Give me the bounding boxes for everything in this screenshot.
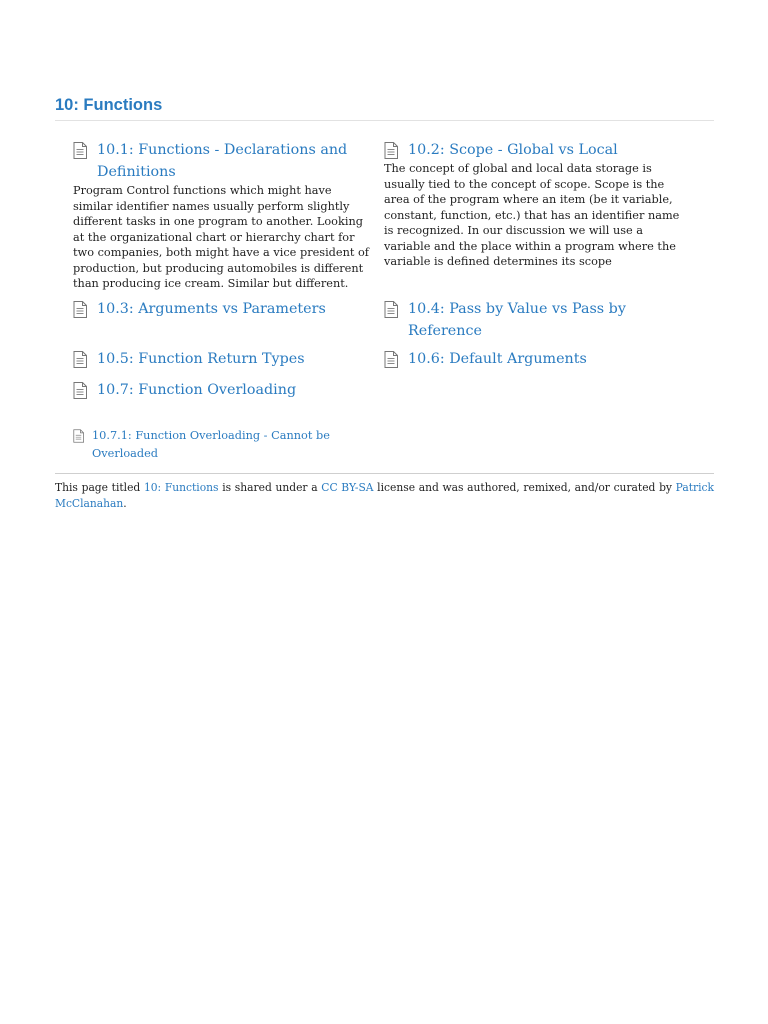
footer-text: . bbox=[123, 497, 127, 510]
listing-link-10-6[interactable]: 10.6: Default Arguments bbox=[408, 351, 587, 367]
listing-link-10-5[interactable]: 10.5: Function Return Types bbox=[97, 351, 305, 367]
listing-item-10-3 bbox=[73, 298, 369, 320]
listing-item-10-6 bbox=[384, 348, 680, 370]
footer-text: is shared under a bbox=[218, 481, 322, 494]
listing-description: The concept of global and local data storage is usually tied to the concept of scope. Scope is the area of the program where an item (be it variable, constant, function, etc.) that has an identifier name is recognized. In our discussion we will use a variable and the place within a program where the variable is defined determines its scope bbox=[384, 162, 680, 268]
page-title: 10: Functions bbox=[55, 94, 714, 121]
document-icon bbox=[73, 351, 87, 368]
document-icon bbox=[73, 429, 84, 443]
document-icon bbox=[384, 301, 398, 318]
listing-item-10-4 bbox=[384, 298, 644, 342]
listing-item-10-1 bbox=[73, 139, 369, 292]
document-icon bbox=[73, 301, 87, 318]
listing-description: Program Control functions which might have similar identifier names usually perform slightly different tasks in one program to another. Looking at the organizational chart or hierarchy chart for two companies, both might have a vice president of production, but producing automobiles is different than producing ice cream. Similar but different. bbox=[73, 184, 369, 290]
listing-link-10-7[interactable]: 10.7: Function Overloading bbox=[97, 382, 297, 398]
listing-link-10-3[interactable]: 10.3: Arguments vs Parameters bbox=[97, 301, 326, 317]
footer-page-link[interactable]: 10: Functions bbox=[143, 481, 219, 494]
document-icon bbox=[384, 351, 398, 368]
listing-link-10-7-1[interactable]: 10.7.1: Function Overloading - Cannot be Overloaded bbox=[92, 429, 330, 460]
license-footer bbox=[55, 473, 714, 512]
footer-text: license and was authored, remixed, and/or curated by bbox=[373, 481, 676, 494]
footer-text: This page titled bbox=[55, 481, 144, 494]
page-content bbox=[55, 94, 714, 471]
listing-link-10-2[interactable]: 10.2: Scope - Global vs Local bbox=[408, 142, 618, 158]
subpage-listing bbox=[55, 121, 714, 471]
listing-link-10-4[interactable]: 10.4: Pass by Value vs Pass by Reference bbox=[408, 301, 626, 339]
document-icon bbox=[73, 382, 87, 399]
listing-link-10-1[interactable]: 10.1: Functions - Declarations and Definitions bbox=[97, 142, 348, 180]
listing-item-10-5 bbox=[73, 348, 369, 370]
listing-subitem-10-7-1 bbox=[73, 427, 343, 463]
listing-item-10-2 bbox=[384, 139, 684, 270]
document-icon bbox=[384, 142, 398, 159]
listing-item-10-7 bbox=[73, 379, 369, 401]
footer-license-link[interactable]: CC BY-SA bbox=[321, 481, 374, 494]
footer-author-link[interactable]: Patrick McClanahan bbox=[55, 481, 714, 510]
document-icon bbox=[73, 142, 87, 159]
